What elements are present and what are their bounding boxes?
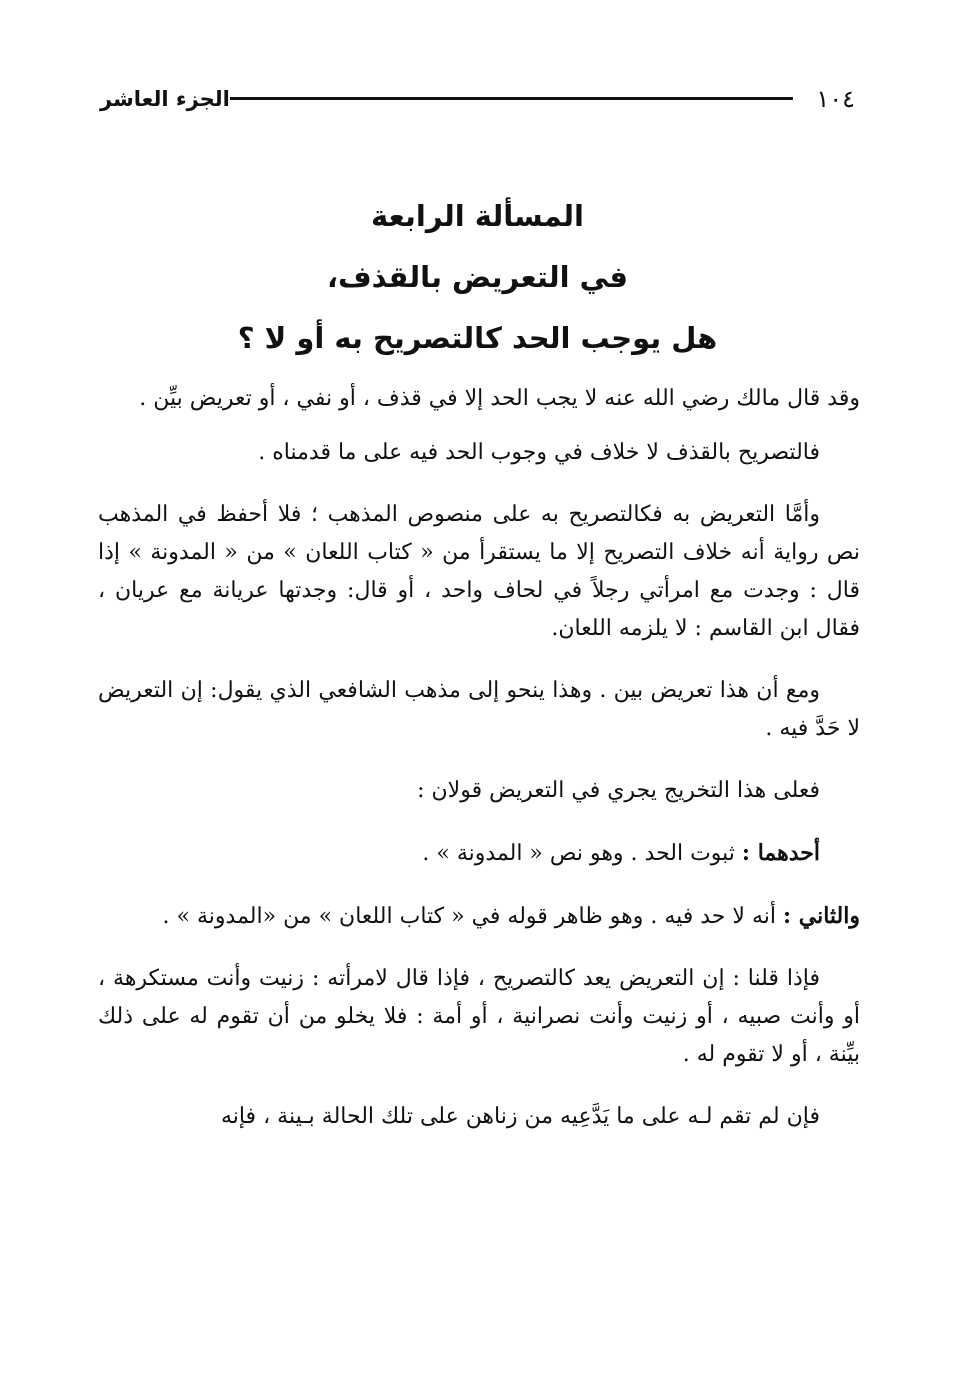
paragraph-text: أنه لا حد فيه . وهو ظاهر قوله في « كتاب اللعان » من «المدونة » . [162,904,783,929]
paragraph-lead: أحدهما : [741,840,820,866]
section-topic-heading: في التعريض بالقذف، [326,260,629,294]
page-number: ١٠٤ [816,85,855,113]
paragraph-text: فالتصريح بالقذف لا خلاف في وجوب الحد فيه على ما قدمناه . [258,440,820,465]
section-headings [100,196,855,379]
paragraph-text: فإذا قلنا : إن التعريض يعد كالتصريح ، فإذا قال لامرأته : زنيت وأنت مستكرهة ، أو وأنت صبيه ، أو زنيت وأنت نصرانية ، أو أمة : فلا يخلو من أن تقوم له على ذلك بيِّنة ، أو لا تقوم له . [98,966,860,1067]
paragraph-text: ومع أن هذا تعريض بين . وهذا ينحو إلى مذهب الشافعي الذي يقول: إن التعريض لا حَدَّ فيه . [98,678,860,741]
paragraph [98,434,860,472]
paragraph-text: فعلى هذا التخريج يجري في التعريض قولان : [417,778,820,803]
paragraph [98,672,860,748]
paragraph-text: ثبوت الحد . وهو نص « المدونة » . [422,841,742,866]
paragraph-text: وقد قال مالك رضي الله عنه لا يجب الحد إلا في قذف ، أو نفي ، أو تعريض بيِّن . [139,386,860,411]
running-title: الجزء العاشر [100,87,230,111]
header-rule [230,97,793,100]
section-number-heading: المسألة الرابعة [371,199,584,233]
running-header [100,84,855,114]
paragraph [98,834,860,873]
paragraph [98,496,860,648]
section-question-heading: هل يوجب الحد كالتصريح به أو لا ؟ [237,321,718,355]
paragraph [98,380,860,418]
paragraph [98,1098,860,1136]
paragraph [98,772,860,810]
paragraph-text: وأمَّا التعريض به فكالتصريح به على منصوص المذهب ؛ فلا أحفظ في المذهب نص رواية أنه خلاف التصريح إلا ما يستقرأ من « كتاب اللعان » من « المدونة » إذا قال : وجدت مع امرأتي رجلاً في لحاف واحد ، أو قال: وجدتها عريانة مع عريان ، فقال ابن القاسم : لا يلزمه اللعان. [98,502,860,641]
body-text [98,380,860,1160]
paragraph [98,897,860,936]
paragraph [98,960,860,1074]
paragraph-text: فإن لم تقم لـه على ما يَدَّعِيه من زناهن على تلك الحالة بـينة ، فإنه [220,1104,820,1129]
paragraph-lead: والثاني : [782,903,860,929]
